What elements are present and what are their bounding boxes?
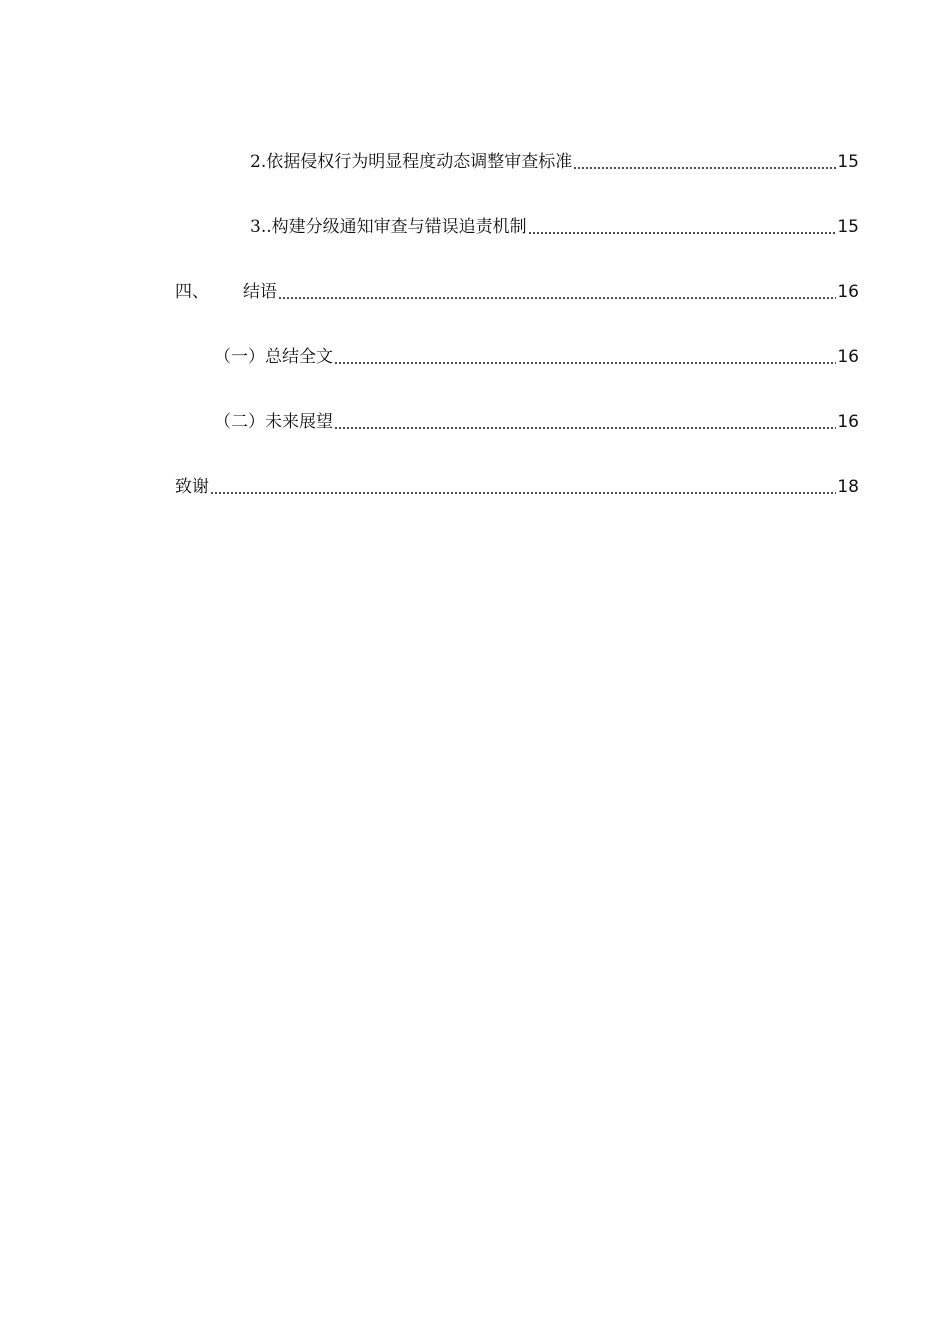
toc-entry-outlook[interactable]: [214, 409, 859, 435]
toc-section-number: 四、: [175, 282, 209, 302]
toc-entry-title: 3..构建分级通知审查与错误追责机制: [250, 217, 527, 237]
toc-page-number: 15: [837, 217, 859, 237]
toc-entry-title: 2.依据侵权行为明显程度动态调整审查标准: [250, 152, 573, 172]
toc-dot-leader: [528, 214, 837, 240]
toc-page-number: 15: [837, 152, 859, 172]
toc-page-number: 16: [837, 412, 859, 432]
toc-dot-leader: [334, 409, 836, 435]
toc-entry-3-graded-notice-mechanism[interactable]: [250, 214, 859, 240]
toc-entry-2-adjust-review-standard[interactable]: [250, 149, 859, 175]
toc-entry-title: 结语: [243, 282, 277, 302]
toc-entry-summary[interactable]: [214, 344, 859, 370]
toc-entry-conclusion[interactable]: [175, 279, 859, 305]
toc-page-number: 18: [837, 477, 859, 497]
toc-entry-title: 致谢: [175, 477, 209, 497]
toc-entry-title: （二）未来展望: [214, 412, 333, 432]
toc-entry-title: （一）总结全文: [214, 347, 333, 367]
toc-dot-leader: [334, 344, 836, 370]
toc-page-number: 16: [837, 347, 859, 367]
toc-dot-leader: [278, 279, 836, 305]
toc-dot-leader: [573, 149, 836, 175]
toc-page-number: 16: [837, 282, 859, 302]
toc-entry-acknowledgements[interactable]: [175, 474, 859, 500]
toc-dot-leader: [210, 474, 836, 500]
